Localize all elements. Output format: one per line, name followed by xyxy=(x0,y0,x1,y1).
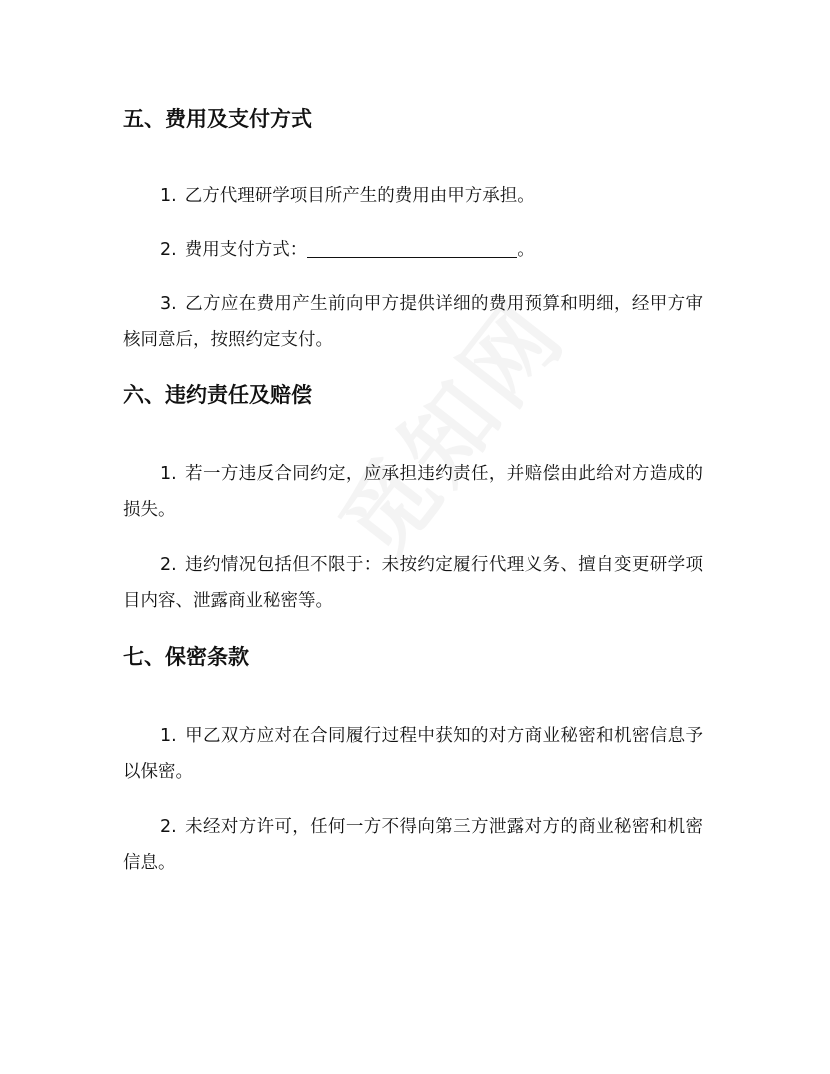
clause-number: 1. xyxy=(160,464,177,484)
clause-number: 2. xyxy=(160,240,177,260)
clause-text: 若一方违反合同约定，应承担违约责任，并赔偿由此给对方造成的损失。 xyxy=(123,464,703,520)
clause-text: 甲乙双方应对在合同履行过程中获知的对方商业秘密和机密信息予以保密。 xyxy=(123,726,703,782)
clause-6-1 xyxy=(123,456,703,528)
section-heading-confidentiality: 七、保密条款 xyxy=(123,645,249,669)
clause-number: 2. xyxy=(160,555,177,575)
clause-text: 乙方应在费用产生前向甲方提供详细的费用预算和明细，经甲方审核同意后，按照约定支付。 xyxy=(123,294,703,350)
clause-7-1 xyxy=(123,718,703,790)
clause-suffix: 。 xyxy=(517,240,535,260)
clause-number: 1. xyxy=(160,726,177,746)
clause-5-1 xyxy=(123,178,703,214)
clause-number: 3. xyxy=(160,294,177,314)
clause-7-2 xyxy=(123,809,703,881)
clause-6-2 xyxy=(123,547,703,619)
section-heading-fees: 五、费用及支付方式 xyxy=(123,107,312,131)
clause-5-2 xyxy=(123,232,703,268)
clause-number: 1. xyxy=(160,186,177,206)
payment-method-blank-field[interactable] xyxy=(307,239,517,258)
clause-number: 2. xyxy=(160,817,177,837)
clause-text: 乙方代理研学项目所产生的费用由甲方承担。 xyxy=(184,186,535,206)
clause-text: 费用支付方式： xyxy=(184,240,308,260)
section-heading-breach: 六、违约责任及赔偿 xyxy=(123,383,312,407)
clause-text: 违约情况包括但不限于：未按约定履行代理义务、擅自变更研学项目内容、泄露商业秘密等。 xyxy=(123,555,703,611)
clause-text: 未经对方许可，任何一方不得向第三方泄露对方的商业秘密和机密信息。 xyxy=(123,817,703,873)
clause-5-3 xyxy=(123,286,703,358)
